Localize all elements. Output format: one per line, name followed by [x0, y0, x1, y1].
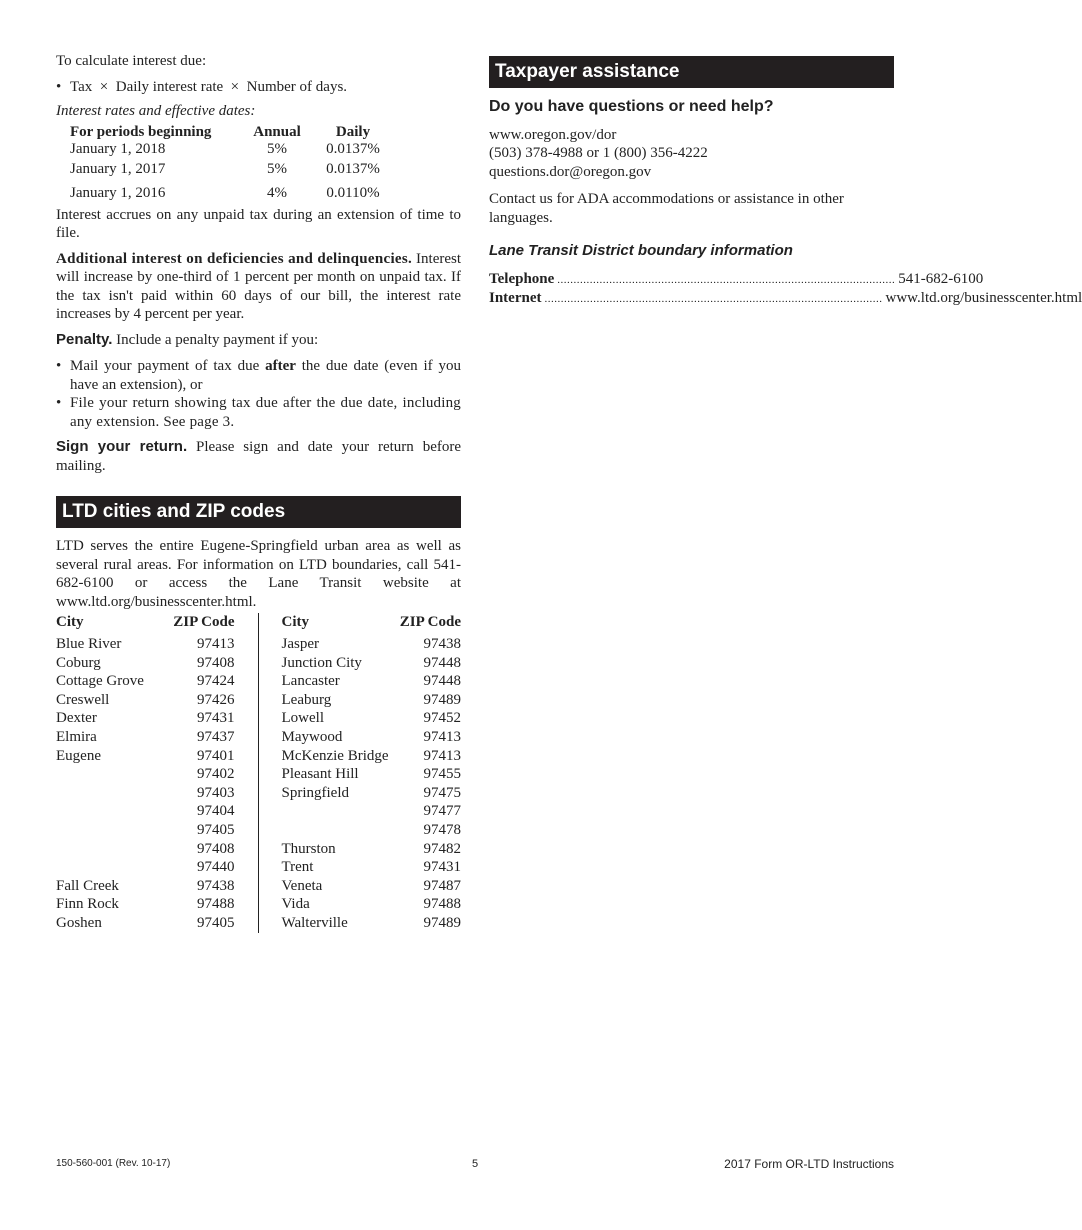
rates-header-daily: Daily — [335, 123, 371, 140]
sign-return-text: Please sign and date your return before mailing. — [56, 439, 462, 474]
city-name: Veneta — [281, 877, 323, 894]
zip-code: 97440 — [197, 859, 235, 876]
table-row — [282, 840, 462, 859]
additional-interest-paragraph — [56, 250, 461, 324]
table-row — [282, 877, 462, 896]
telephone-line — [489, 270, 984, 290]
ltd-intro: LTD serves the entire Eugene-Springfield urban area as well as several rural areas. For information on LTD boundaries, call 541-682-6100 or access the Lane Transit website at www.ltd.org/businesscenter.html. — [56, 538, 461, 610]
interest-accrues-text: Interest accrues on any unpaid tax during an extension of time to file. — [56, 206, 461, 241]
city-name: Springfield — [281, 784, 349, 801]
ada-text: Contact us for ADA accommodations or assistance in other languages. — [489, 191, 844, 226]
dor-email-link[interactable]: questions.dor@oregon.gov — [489, 163, 652, 180]
table-row — [282, 709, 462, 728]
city-name: Pleasant Hill — [281, 766, 359, 783]
zip-column-right — [258, 613, 462, 933]
table-row — [56, 635, 235, 654]
zip-code: 97455 — [423, 766, 461, 783]
zip-code: 97438 — [197, 877, 235, 894]
zip-code: 97489 — [423, 914, 461, 931]
table-row — [282, 784, 462, 803]
table-row — [56, 914, 235, 933]
rates-caption: Interest rates and effective dates: — [56, 103, 256, 119]
city-name: Jasper — [281, 636, 319, 652]
assistance-question: Do you have questions or need help? — [489, 98, 774, 115]
left-column — [56, 52, 461, 933]
additional-interest-text: Interest will increase by one-third of 1 percent per month on unpaid tax. If the tax isn't paid within 60 days of our bill, the interest rate increases by 4 percent per year. — [56, 250, 462, 322]
zip-code: 97475 — [423, 784, 461, 801]
zip-code: 97438 — [423, 636, 461, 652]
zip-code: 97448 — [423, 673, 461, 690]
city-name: Creswell — [56, 691, 110, 708]
table-row — [56, 877, 235, 896]
interest-rates-table — [70, 124, 398, 205]
right-column — [489, 56, 1082, 309]
zip-code: 97413 — [423, 747, 461, 764]
sign-return-paragraph — [56, 438, 461, 475]
table-row — [282, 747, 462, 766]
city-name: McKenzie Bridge — [281, 747, 389, 764]
telephone-label: Telephone — [489, 270, 555, 287]
zip-code: 97405 — [197, 821, 235, 838]
city-header: City — [56, 614, 84, 630]
table-row — [56, 765, 235, 784]
table-row — [56, 784, 235, 803]
city-name: Junction City — [281, 654, 362, 671]
city-name: Walterville — [281, 914, 348, 931]
table-row — [282, 895, 462, 914]
dor-phone: (503) 378-4988 or 1 (800) 356-4222 — [489, 145, 708, 161]
zip-code: 97488 — [423, 896, 461, 913]
dor-website-link[interactable]: www.oregon.gov/dor — [489, 126, 617, 143]
zip-code: 97413 — [423, 728, 461, 745]
penalty-heading: Penalty. — [56, 330, 113, 348]
table-row — [282, 691, 462, 710]
zip-code: 97424 — [197, 673, 235, 690]
zip-code: 97478 — [423, 821, 461, 838]
table-row — [282, 654, 462, 673]
table-row — [282, 672, 462, 691]
table-row — [56, 821, 235, 840]
city-name: Coburg — [56, 654, 101, 671]
table-row — [56, 709, 235, 728]
zip-code: 97487 — [423, 877, 461, 894]
bullet-icon: • — [56, 78, 62, 95]
city-name: Elmira — [56, 728, 97, 745]
zip-code: 97477 — [423, 803, 461, 820]
zip-header: ZIP Code — [173, 614, 235, 630]
table-row: January 1, 2016 4% 0.0110% — [70, 184, 380, 201]
leader-dots: ........................................................................................................ — [544, 293, 883, 305]
zip-header: ZIP Code — [399, 614, 461, 630]
zip-code: 97431 — [423, 859, 461, 876]
city-name: Fall Creek — [56, 877, 119, 894]
table-row — [56, 895, 235, 914]
penalty-bullet-2: • File your return showing tax due after the due date, including any extension. See page 3. — [56, 395, 461, 430]
zip-code: 97488 — [197, 896, 235, 913]
table-row — [56, 747, 235, 766]
bullet-icon: • — [56, 395, 62, 411]
zip-code: 97448 — [423, 654, 461, 671]
zip-table-header — [282, 613, 462, 635]
zip-code: 97404 — [197, 803, 235, 820]
ltd-section-title: LTD cities and ZIP codes — [56, 496, 461, 528]
table-row — [282, 635, 462, 654]
ltd-boundary-heading: Lane Transit District boundary information — [489, 242, 793, 259]
table-row — [56, 691, 235, 710]
form-title: 2017 Form OR-LTD Instructions — [724, 1157, 894, 1171]
page-number: 5 — [471, 1158, 479, 1170]
city-name: Maywood — [281, 728, 343, 745]
interest-intro: To calculate interest due: — [56, 53, 207, 69]
city-name: Lowell — [281, 710, 324, 727]
rates-header-annual: Annual — [253, 123, 301, 140]
form-number: 150-560-001 (Rev. 10-17) — [56, 1158, 171, 1169]
city-name: Lancaster — [281, 673, 340, 690]
city-name: Vida — [281, 896, 310, 913]
table-row — [56, 858, 235, 877]
city-name: Finn Rock — [56, 896, 119, 913]
interest-formula: • Tax × Daily interest rate × Number of days. — [56, 78, 348, 95]
city-header: City — [281, 614, 309, 630]
table-row — [282, 821, 462, 840]
zip-code: 97482 — [423, 840, 461, 857]
table-row — [56, 802, 235, 821]
penalty-text: Include a penalty payment if you: — [116, 331, 319, 348]
zip-code: 97405 — [197, 914, 235, 931]
city-name: Goshen — [56, 914, 102, 931]
bullet-icon: • — [56, 358, 62, 374]
zip-table-header — [56, 613, 235, 635]
table-row — [56, 840, 235, 859]
assistance-section-title: Taxpayer assistance — [489, 56, 894, 88]
city-name: Cottage Grove — [56, 673, 144, 690]
city-name: Eugene — [56, 747, 101, 764]
table-row — [282, 914, 462, 933]
penalty-paragraph — [56, 331, 461, 350]
city-name: Thurston — [281, 840, 336, 857]
zip-code: 97489 — [423, 691, 461, 708]
table-row: January 1, 2017 5% 0.0137% — [70, 160, 380, 177]
zip-code: 97413 — [197, 636, 235, 652]
sign-return-heading: Sign your return. — [56, 438, 188, 455]
zip-code: 97437 — [197, 728, 235, 745]
zip-code-table — [56, 613, 461, 933]
table-row: January 1, 2018 5% 0.0137% — [70, 140, 380, 157]
internet-link[interactable]: www.ltd.org/businesscenter.html — [885, 290, 1082, 306]
zip-code: 97408 — [197, 840, 235, 857]
zip-column-left — [56, 613, 258, 933]
city-name: Leaburg — [281, 691, 332, 708]
city-name: Dexter — [56, 710, 97, 727]
zip-code: 97426 — [197, 691, 235, 708]
zip-code: 97431 — [197, 710, 235, 727]
leader-dots: ........................................................................................................ — [557, 273, 896, 286]
table-row — [56, 654, 235, 673]
zip-code: 97403 — [197, 784, 235, 801]
city-name: Trent — [281, 859, 314, 876]
zip-code: 97408 — [197, 654, 235, 671]
table-row — [282, 728, 462, 747]
additional-interest-heading: Additional interest on deficiencies and delinquencies. — [56, 250, 413, 267]
city-name: Blue River — [56, 636, 122, 652]
internet-label: Internet — [489, 290, 542, 306]
table-row — [282, 858, 462, 877]
telephone-value: 541-682-6100 — [898, 270, 984, 287]
zip-code: 97402 — [197, 766, 235, 783]
rates-header-period: For periods beginning — [70, 123, 212, 140]
table-row — [56, 672, 235, 691]
table-row — [56, 728, 235, 747]
zip-code: 97452 — [423, 710, 461, 727]
table-row — [282, 802, 462, 821]
internet-line — [489, 289, 1082, 309]
penalty-bullet-1: • Mail your payment of tax due after the due date (even if you have an extension), or — [56, 358, 461, 393]
table-row — [282, 765, 462, 784]
zip-code: 97401 — [197, 747, 235, 764]
